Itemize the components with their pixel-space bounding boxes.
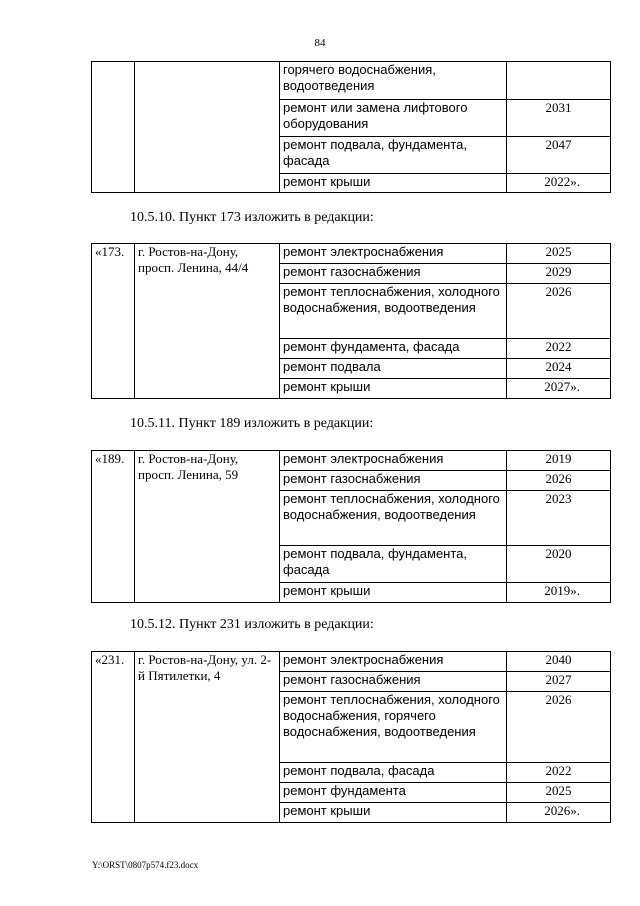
year-cell: 2029 [507, 264, 611, 284]
work-cell: ремонт газоснабжения [280, 471, 507, 491]
work-cell: ремонт теплоснабжения, холодного водоснабжения, горячего водоснабжения, водоотведения [280, 692, 507, 763]
work-cell: ремонт крыши [280, 583, 507, 603]
work-cell: ремонт или замена лифтового оборудования [280, 100, 507, 137]
work-cell: ремонт крыши [280, 174, 507, 193]
work-cell: ремонт теплоснабжения, холодного водоснабжения, водоотведения [280, 284, 507, 339]
year-cell: 2019». [507, 583, 611, 603]
year-cell: 2022 [507, 339, 611, 359]
item-number: «231. [92, 652, 135, 823]
year-cell: 2023 [507, 491, 611, 546]
address-cell: г. Ростов-на-Дону, ул. 2-й Пятилетки, 4 [135, 652, 280, 823]
work-cell: ремонт газоснабжения [280, 264, 507, 284]
item-173-table [91, 243, 611, 399]
year-cell: 2040 [507, 652, 611, 672]
year-cell: 2047 [507, 137, 611, 174]
year-cell: 2027». [507, 379, 611, 399]
year-cell: 2027 [507, 672, 611, 692]
table-row [92, 451, 611, 471]
work-cell: ремонт крыши [280, 379, 507, 399]
item-231-table [91, 651, 611, 823]
work-cell: ремонт электроснабжения [280, 652, 507, 672]
work-cell: ремонт подвала, фундамента, фасада [280, 546, 507, 583]
work-cell: ремонт подвала, фасада [280, 763, 507, 783]
work-cell: ремонт теплоснабжения, холодного водоснабжения, водоотведения [280, 491, 507, 546]
amendment-paragraph: 10.5.10. Пункт 173 изложить в редакции: [130, 210, 374, 225]
item-number: «189. [92, 451, 135, 603]
work-cell: ремонт фундамента [280, 783, 507, 803]
work-cell: ремонт электроснабжения [280, 244, 507, 264]
footer-file-path: Y:\ORST\0807p574.f23.docx [92, 860, 199, 870]
year-cell: 2026». [507, 803, 611, 823]
work-cell: ремонт газоснабжения [280, 672, 507, 692]
work-cell: ремонт фундамента, фасада [280, 339, 507, 359]
year-cell: 2020 [507, 546, 611, 583]
table-row [92, 244, 611, 264]
work-cell: ремонт подвала [280, 359, 507, 379]
year-cell: 2022 [507, 763, 611, 783]
item-189-table [91, 450, 611, 603]
work-cell: ремонт электроснабжения [280, 451, 507, 471]
year-cell: 2022». [507, 174, 611, 193]
page-number: 84 [314, 37, 326, 49]
year-cell: 2019 [507, 451, 611, 471]
address-cell: г. Ростов-на-Дону, просп. Ленина, 59 [135, 451, 280, 603]
address-cell: г. Ростов-на-Дону, просп. Ленина, 44/4 [135, 244, 280, 399]
table-row [92, 62, 611, 100]
work-cell: горячего водоснабжения, водоотведения [280, 62, 507, 100]
year-cell: 2026 [507, 284, 611, 339]
item-number [92, 62, 135, 193]
year-cell: 2025 [507, 783, 611, 803]
work-cell: ремонт подвала, фундамента, фасада [280, 137, 507, 174]
item-number: «173. [92, 244, 135, 399]
amendment-paragraph: 10.5.11. Пункт 189 изложить в редакции: [130, 416, 374, 431]
table-row [92, 652, 611, 672]
address-cell [135, 62, 280, 193]
work-cell: ремонт крыши [280, 803, 507, 823]
amendment-paragraph: 10.5.12. Пункт 231 изложить в редакции: [130, 617, 374, 632]
year-cell: 2024 [507, 359, 611, 379]
year-cell: 2026 [507, 692, 611, 763]
year-cell: 2026 [507, 471, 611, 491]
continuation-table [91, 61, 611, 193]
year-cell: 2025 [507, 244, 611, 264]
year-cell [507, 62, 611, 100]
year-cell: 2031 [507, 100, 611, 137]
